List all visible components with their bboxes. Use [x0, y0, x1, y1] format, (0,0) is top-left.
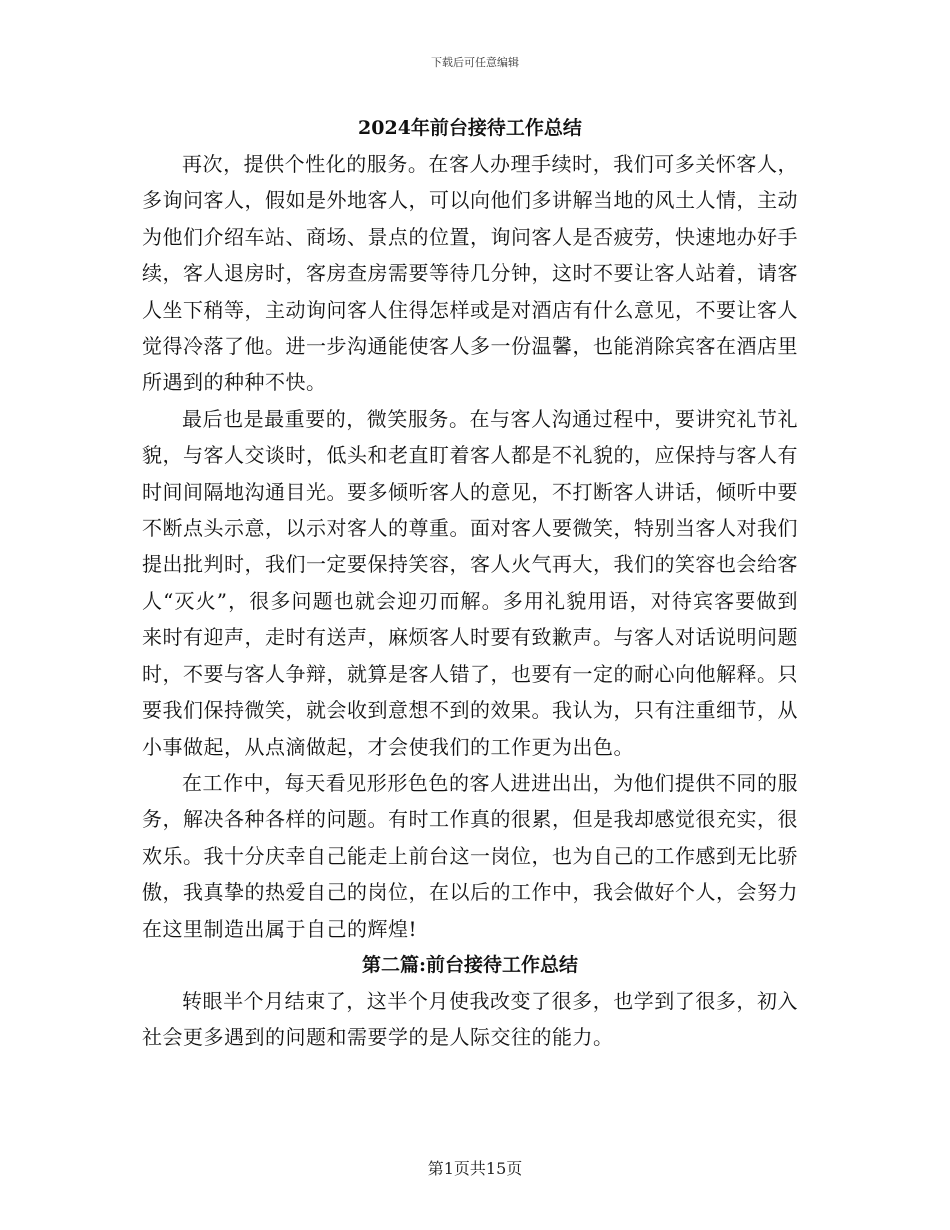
paragraph: 再次，提供个性化的服务。在客人办理手续时，我们可多关怀客人，多询问客人，假如是外地客人，可以向他们多讲解当地的风土人情，主动为他们介绍车站、商场、景点的位置，询问客人是否疲劳，快速地办好手续，客人退房时，客房查房需要等待几分钟，这时不要让客人站着，请客人坐下稍等，主动询问客人住得怎样或是对酒店有什么意见，不要让客人觉得冷落了他。进一步沟通能使客人多一份温馨，也能消除宾客在酒店里所遇到的种种不快。: [142, 152, 798, 395]
header-note: 下载后可任意编辑: [431, 56, 519, 69]
document-body: [142, 112, 798, 1056]
page-number: 第1页共15页: [427, 1159, 523, 1178]
paragraph: 最后也是最重要的，微笑服务。在与客人沟通过程中，要讲究礼节礼貌，与客人交谈时，低头和老直盯着客人都是不礼貌的，应保持与客人有时间间隔地沟通目光。要多倾听客人的意见，不打断客人讲话，倾听中要不断点头示意，以示对客人的尊重。面对客人要微笑，特别当客人对我们提出批判时，我们一定要保持笑容，客人火气再大，我们的笑容也会给客人“灭火”，很多问题也就会迎刃而解。多用礼貌用语，对待宾客要做到来时有迎声，走时有送声，麻烦客人时要有致歉声。与客人对话说明问题时，不要与客人争辩，就算是客人错了，也要有一定的耐心向他解释。只要我们保持微笑，就会收到意想不到的效果。我认为，只有注重细节，从小事做起，从点滴做起，才会使我们的工作更为出色。: [142, 406, 798, 759]
section-title: 第二篇:前台接待工作总结: [361, 953, 578, 976]
document-title: 2024年前台接待工作总结: [358, 117, 582, 139]
paragraph: 在工作中，每天看见形形色色的客人进进出出，为他们提供不同的服务，解决各种各样的问题。有时工作真的很累，但是我却感觉很充实，很欢乐。我十分庆幸自己能走上前台这一岗位，也为自己的工作感到无比骄傲，我真挚的热爱自己的岗位，在以后的工作中，我会做好个人，会努力在这里制造出属于自己的辉煌!: [142, 770, 798, 941]
paragraph: 转眼半个月结束了，这半个月使我改变了很多，也学到了很多，初入社会更多遇到的问题和需要学的是人际交往的能力。: [142, 988, 798, 1050]
